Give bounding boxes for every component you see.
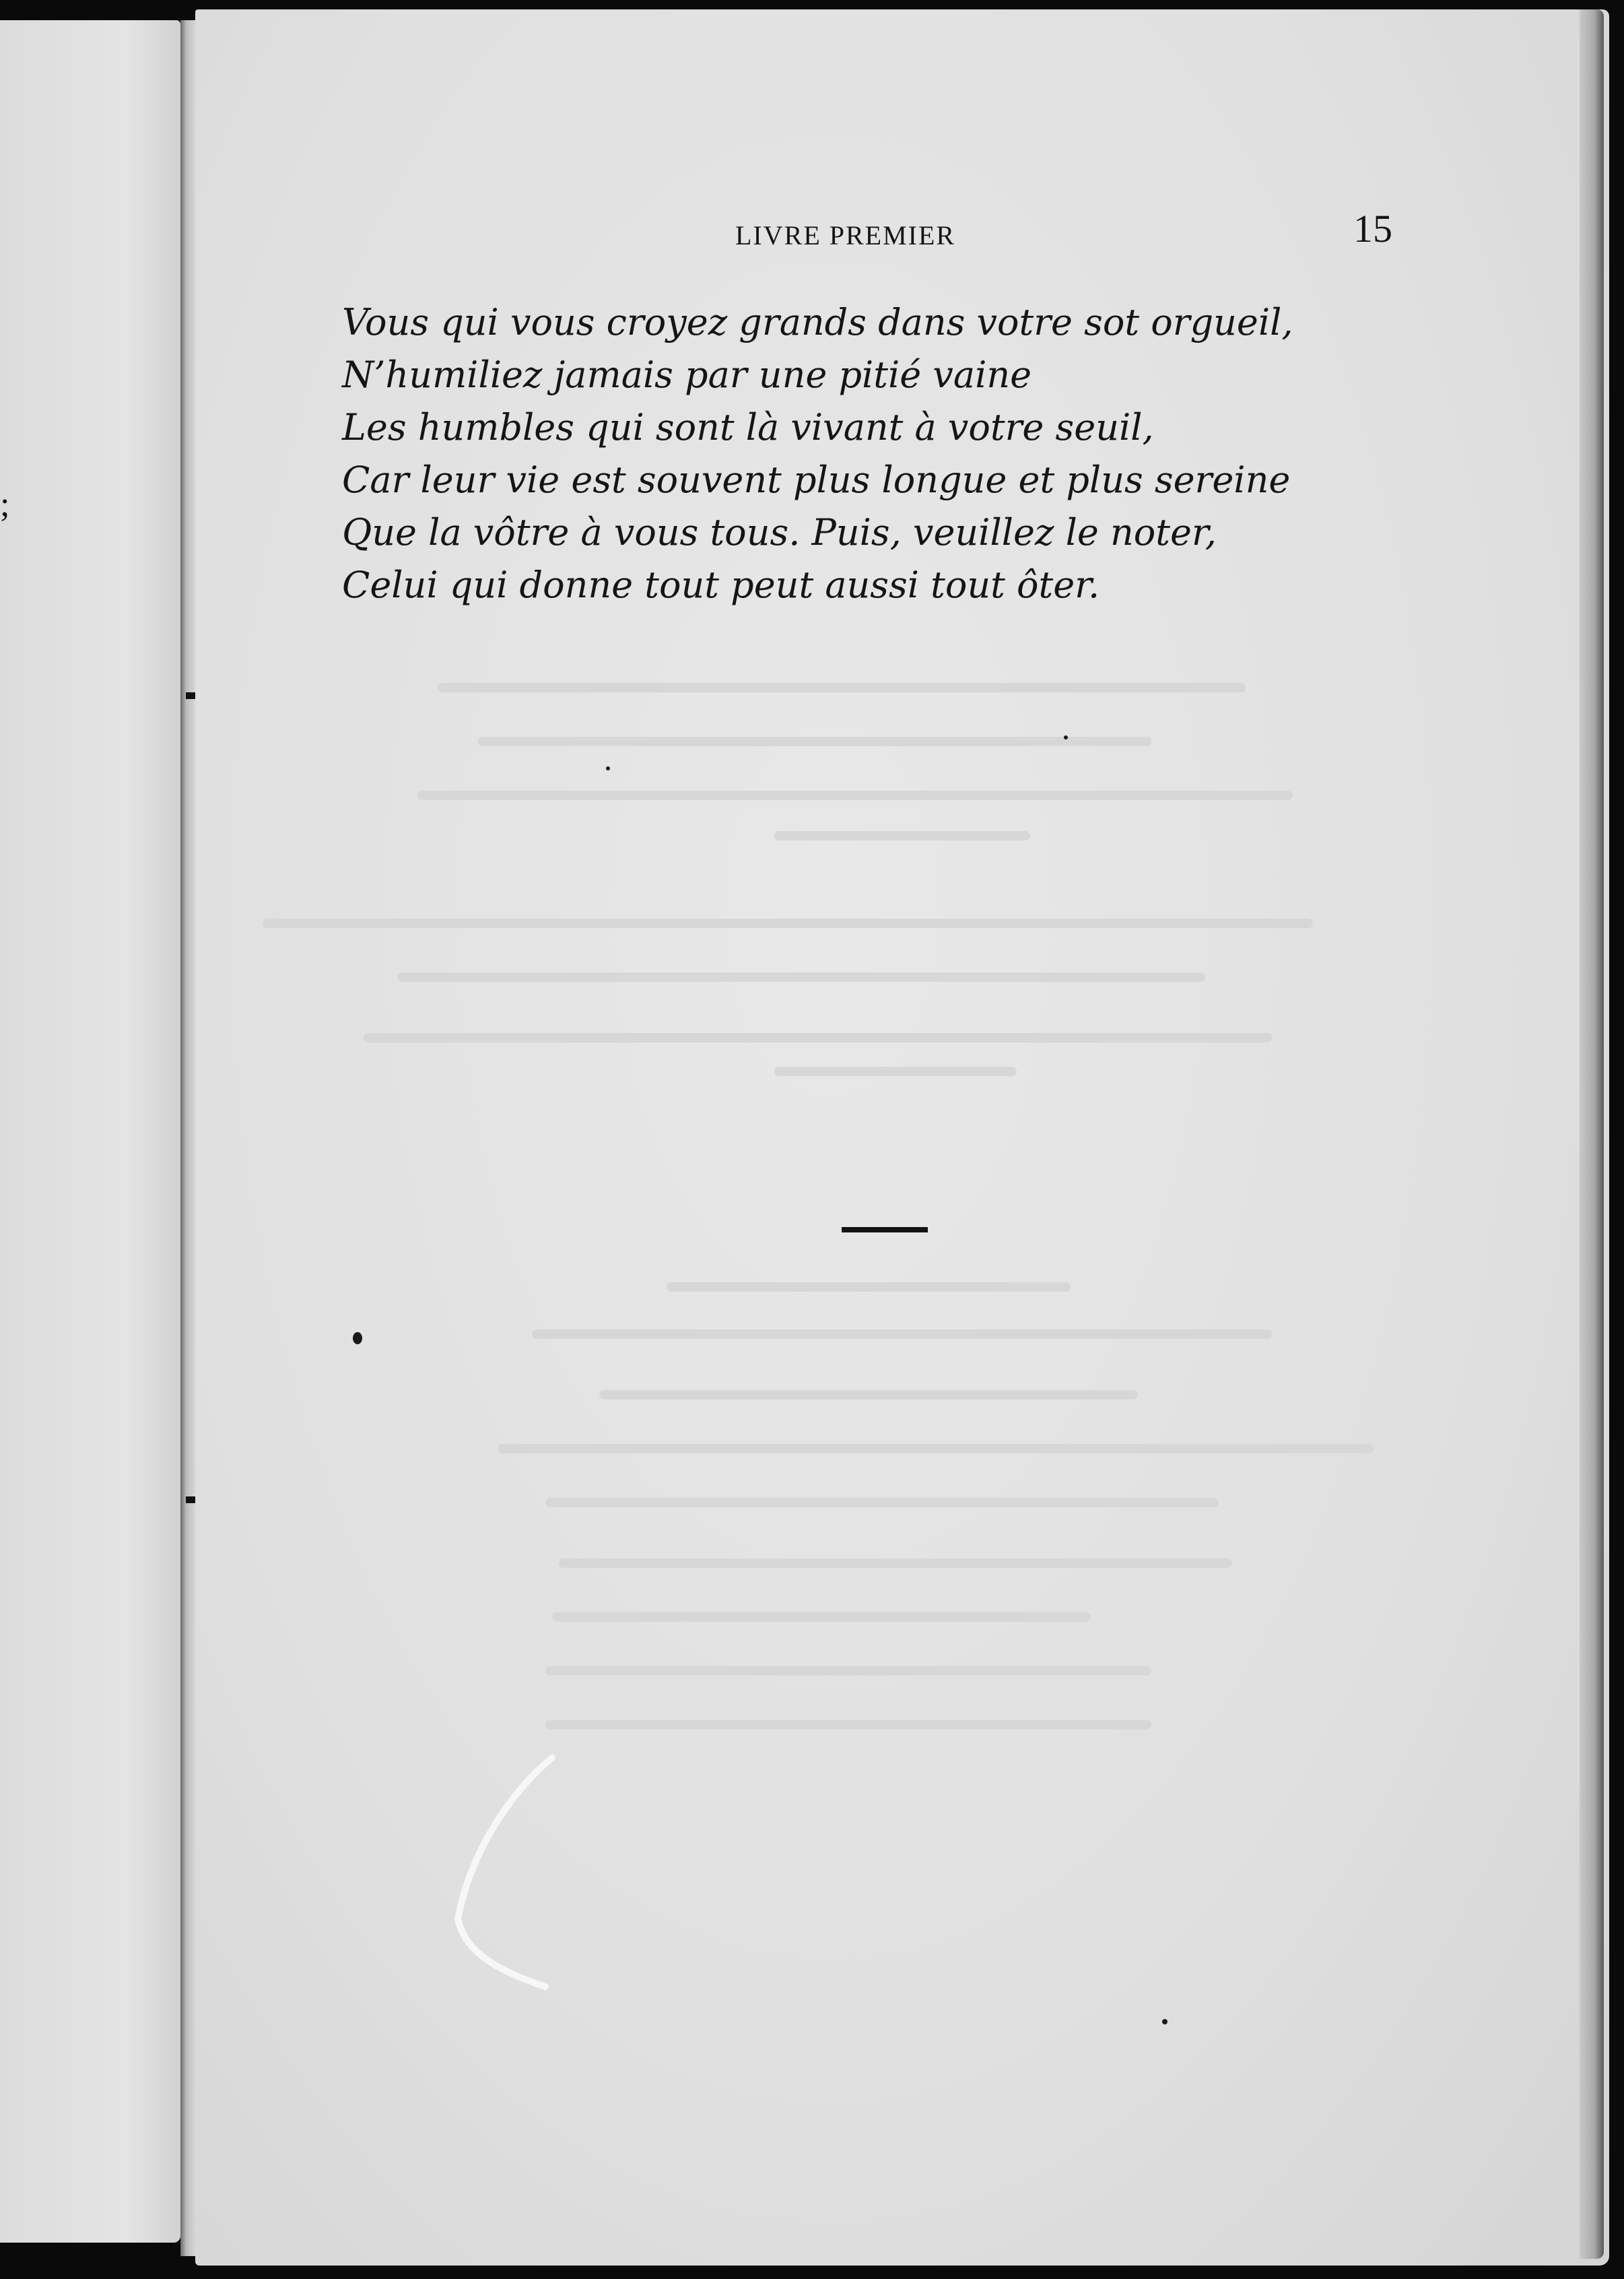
bleed-through-line <box>478 737 1151 746</box>
section-divider-rule <box>842 1227 928 1232</box>
ink-speck <box>606 766 610 770</box>
bleed-through-line <box>397 972 1205 982</box>
verse-line: Vous qui vous croyez grands dans votre sot orgueil, <box>342 301 1293 343</box>
bleed-through-line <box>545 1498 1219 1507</box>
running-head: LIVRE PREMIER <box>735 220 956 251</box>
bleed-through-line <box>667 1282 1071 1292</box>
ink-speck <box>353 1332 362 1344</box>
bleed-through-line <box>263 919 1313 928</box>
bleed-through-line <box>774 831 1030 840</box>
bleed-through-line <box>552 1612 1091 1622</box>
verse-line: Car leur vie est souvent plus longue et plus sereine <box>342 459 1291 501</box>
bleed-through-line <box>532 1329 1273 1339</box>
bleed-through-line <box>417 791 1293 800</box>
ink-speck <box>1064 735 1068 739</box>
bleed-through-line <box>438 683 1246 692</box>
page-number: 15 <box>1353 207 1392 251</box>
verse-line: N’humiliez jamais par une pitié vaine <box>342 354 1032 396</box>
left-facing-page <box>0 20 180 2243</box>
verse-line: Les humbles qui sont là vivant à votre seuil, <box>342 406 1154 449</box>
ink-speck <box>1162 2019 1168 2024</box>
paper-scratch-mark <box>444 1744 579 1993</box>
page-outer-edge <box>1580 9 1604 2259</box>
bleed-through-line <box>545 1720 1151 1729</box>
bleed-through-line <box>364 1033 1273 1043</box>
bleed-through-line <box>599 1390 1138 1399</box>
poem-stanza <box>342 296 1392 612</box>
book-gutter <box>180 20 195 2256</box>
bleed-through-line <box>545 1666 1151 1676</box>
verse-line: Celui qui donne tout peut aussi tout ôter. <box>342 564 1100 606</box>
left-page-punctuation-mark: ; <box>0 486 10 524</box>
bleed-through-line <box>774 1067 1017 1076</box>
bleed-through-line <box>498 1444 1374 1453</box>
bleed-through-line <box>559 1558 1232 1568</box>
verse-line: Que la vôtre à vous tous. Puis, veuillez le noter, <box>342 511 1217 554</box>
